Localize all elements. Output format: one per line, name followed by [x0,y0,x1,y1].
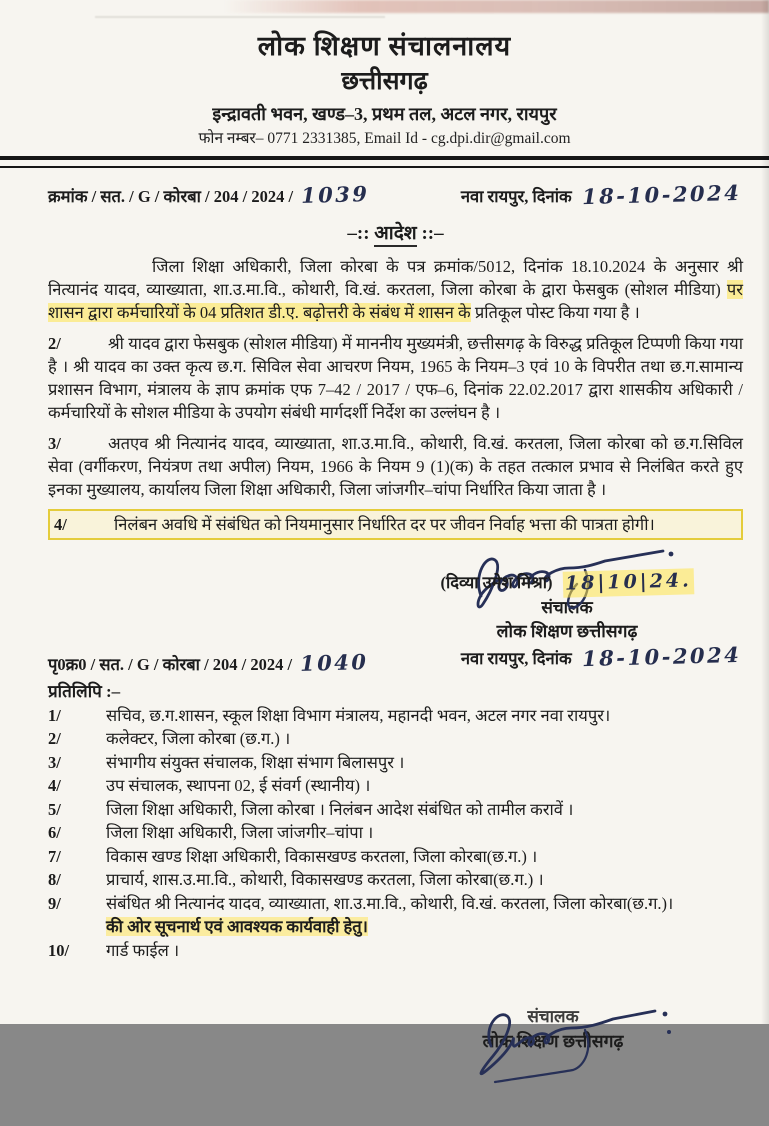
signatory-designation: संचालक [527,1007,579,1027]
copy-item-text: संभागीय संयुक्त संचालक, शिक्षा संभाग बिलासपुर । [106,752,405,772]
signatory-name: (दिव्या उमेश मिश्रा) [440,572,553,592]
copy-item [48,751,743,775]
reference-number-printed: क्रमांक / सत. / G / कोरबा / 204 / 2024 / [48,186,294,206]
document-body [0,179,769,1126]
copy-to-label: प्रतिलिपि :– [48,681,121,701]
scan-line-artifact [95,16,385,18]
paragraph-4-text: निलंबन अवधि में संबंधित को नियमानुसार निर्धारित दर पर जीवन निर्वाह भत्ता की पात्रता होगी। [114,514,655,534]
endorsement-place-date [460,641,743,671]
org-title: लोक शिक्षण संचालनालय [257,31,512,61]
copy-item [48,704,743,728]
copy-item [48,868,743,892]
paragraph-1-text: जिला शिक्षा अधिकारी, जिला कोरबा के पत्र क्रमांक/5012, दिनांक 18.10.2024 के अनुसार श्री नित्यानंद यादव, व्याख्याता, शा.उ.मा.वि., कोथारी, वि.खं. करतला, जिला कोरबा के द्वारा फेसबुक (सोशल मीडिया) [48,256,743,299]
copy-item-number: 3/ [48,752,61,772]
reference-place-date [460,179,743,209]
order-title-word: आदेश [374,223,416,247]
scan-smear-artifact [224,0,769,13]
place-date-label: नवा रायपुर, दिनांक [460,186,572,206]
letterhead [0,0,769,148]
copy-item [48,821,743,845]
signatory-name-row [407,570,727,596]
org-state: छत्तीसगढ़ [341,67,428,95]
copy-item [48,892,743,939]
org-address: इन्द्रावती भवन, खण्ड–3, प्रथम तल, अटल नगर, रायपुर [212,104,557,124]
paragraph-3-text: अतएव श्री नित्यानंद यादव, व्याख्याता, शा.उ.मा.वि., कोथारी, वि.खं. करतला, जिला कोरबा को छ.ग.सिविल सेवा (वर्गीकरण, नियंत्रण तथा अपील) नियम, 1966 के नियम 9 (1)(क) के तहत तत्काल प्रभाव से निलंबित करते हुए इनका मुख्यालय, कार्यालय जिला शिक्षा अधिकारी, जिला जांजगीर–चांपा निर्धारित किया जाता है । [48,433,743,499]
endorsement-date-handwritten: 18-10-2024 [581,641,742,671]
copy-item-text: कलेक्टर, जिला कोरबा (छ.ग.) । [106,729,291,749]
order-paragraph-3 [48,432,743,501]
order-title-suffix: ::– [421,222,444,244]
endorsement-number [48,650,371,675]
copy-item-text [106,892,743,939]
date-handwritten: 18-10-2024 [581,179,742,209]
paragraph-4-number: 4/ [54,514,67,534]
order-paragraph-4 [48,509,743,540]
copy-item-number: 2/ [48,729,61,749]
reference-row [48,179,743,209]
paragraph-1-text-end: प्रतिकूल पोस्ट किया गया है । [470,302,640,322]
paragraph-1-highlighted-text: पर शासन द्वारा कर्मचारियों के 04 प्रतिशत डी.ए. बढ़ोत्तरी के संबंध में शासन के [48,279,743,322]
copy-item-text: जिला शिक्षा अधिकारी, जिला जांजगीर–चांपा । [106,823,374,843]
paragraph-2-number: 2/ [48,333,61,353]
order-title-prefix: –:: [347,222,370,244]
copy-item-text-line1: संबंधित श्री नित्यानंद यादव, व्याख्याता, शा.उ.मा.वि., कोथारी, वि.खं. करतला, जिला कोरबा(छ.ग.)। [106,893,674,913]
copy-item [48,798,743,822]
copy-item-text: प्राचार्य, शास.उ.मा.वि., कोथारी, विकासखण्ड करतला, जिला कोरबा(छ.ग.) । [106,870,544,890]
copy-item [48,727,743,751]
copy-item-text: गार्ड फाईल । [106,940,180,960]
copy-item-number: 1/ [48,705,61,725]
order-paragraph-2 [48,332,743,424]
copy-item-highlighted-text: की ओर सूचनार्थ एवं आवश्यक कार्यवाही हेतु। [106,917,368,937]
signatory-organization: लोक शिक्षण छत्तीसगढ़ [482,1031,624,1052]
copy-item [48,939,743,963]
paragraph-3-number: 3/ [48,433,61,453]
copy-item-text: जिला शिक्षा अधिकारी, जिला कोरबा । निलंबन आदेश संबंधित को तामील करावें । [106,799,574,819]
copy-item-number: 8/ [48,870,61,890]
reference-number [48,182,371,207]
header-divider [0,156,769,168]
signature-block-bottom [403,1006,703,1126]
copy-item-text: उप संचालक, स्थापना 02, ई संवर्ग (स्थानीय) । [106,776,371,796]
paragraph-2-text: श्री यादव द्वारा फेसबुक (सोशल मीडिया) में माननीय मुख्यमंत्री, छत्तीसगढ़ के विरुद्ध प्रतिकूल टिप्पणी किया गया है । श्री यादव का उक्त कृत्य छ.ग. सिविल सेवा आचरण नियम, 1965 के नियम–3 एवं 10 के विपरीत तथा छ.ग.सामान्य प्रशासन विभाग, मंत्रालय के ज्ञाप क्रमांक एफ 7–42 / 2017 / एफ–6, दिनांक 22.02.2017 द्वारा शासकीय अधिकारी / कर्मचारियों के सोशल मीडिया के उपयोग संबंधी मार्गदर्शी निर्देश का उल्लंघन है । [48,333,743,422]
copy-item-number: 4/ [48,776,61,796]
order-paragraph-1 [48,255,743,324]
endorsement-number-handwritten: 1040 [299,648,369,676]
copy-item-number: 9/ [48,893,61,913]
endorsement-number-printed: पृ0क्र0 / सत. / G / कोरबा / 204 / 2024 / [48,654,293,674]
reference-number-handwritten: 1039 [300,180,370,208]
copy-item [48,845,743,869]
signatory-designation: संचालक [541,597,593,617]
org-contact: फोन नम्बर– 0771 2331385, Email Id - cg.dpi.dir@gmail.com [198,129,571,147]
copy-item-number: 7/ [48,846,61,866]
copy-item-text: विकास खण्ड शिक्षा अधिकारी, विकासखण्ड करतला, जिला कोरबा(छ.ग.) । [106,846,538,866]
copy-item [48,774,743,798]
copy-item-number: 10/ [48,940,70,960]
signature-date-handwritten: 18|10|24. [562,568,693,597]
copy-item-text: सचिव, छ.ग.शासन, स्कूल शिक्षा विभाग मंत्रालय, महानदी भवन, अटल नगर नवा रायपुर। [106,705,611,725]
scan-edge-shadow [761,0,769,1024]
copy-item-number: 6/ [48,823,61,843]
signatory-organization: लोक शिक्षण छत्तीसगढ़ [496,621,638,642]
copy-item-text-line2 [106,915,743,939]
copy-list [48,704,743,963]
copy-item-number: 5/ [48,799,61,819]
order-title [48,219,743,245]
endorsement-place-date-label: नवा रायपुर, दिनांक [460,648,572,668]
